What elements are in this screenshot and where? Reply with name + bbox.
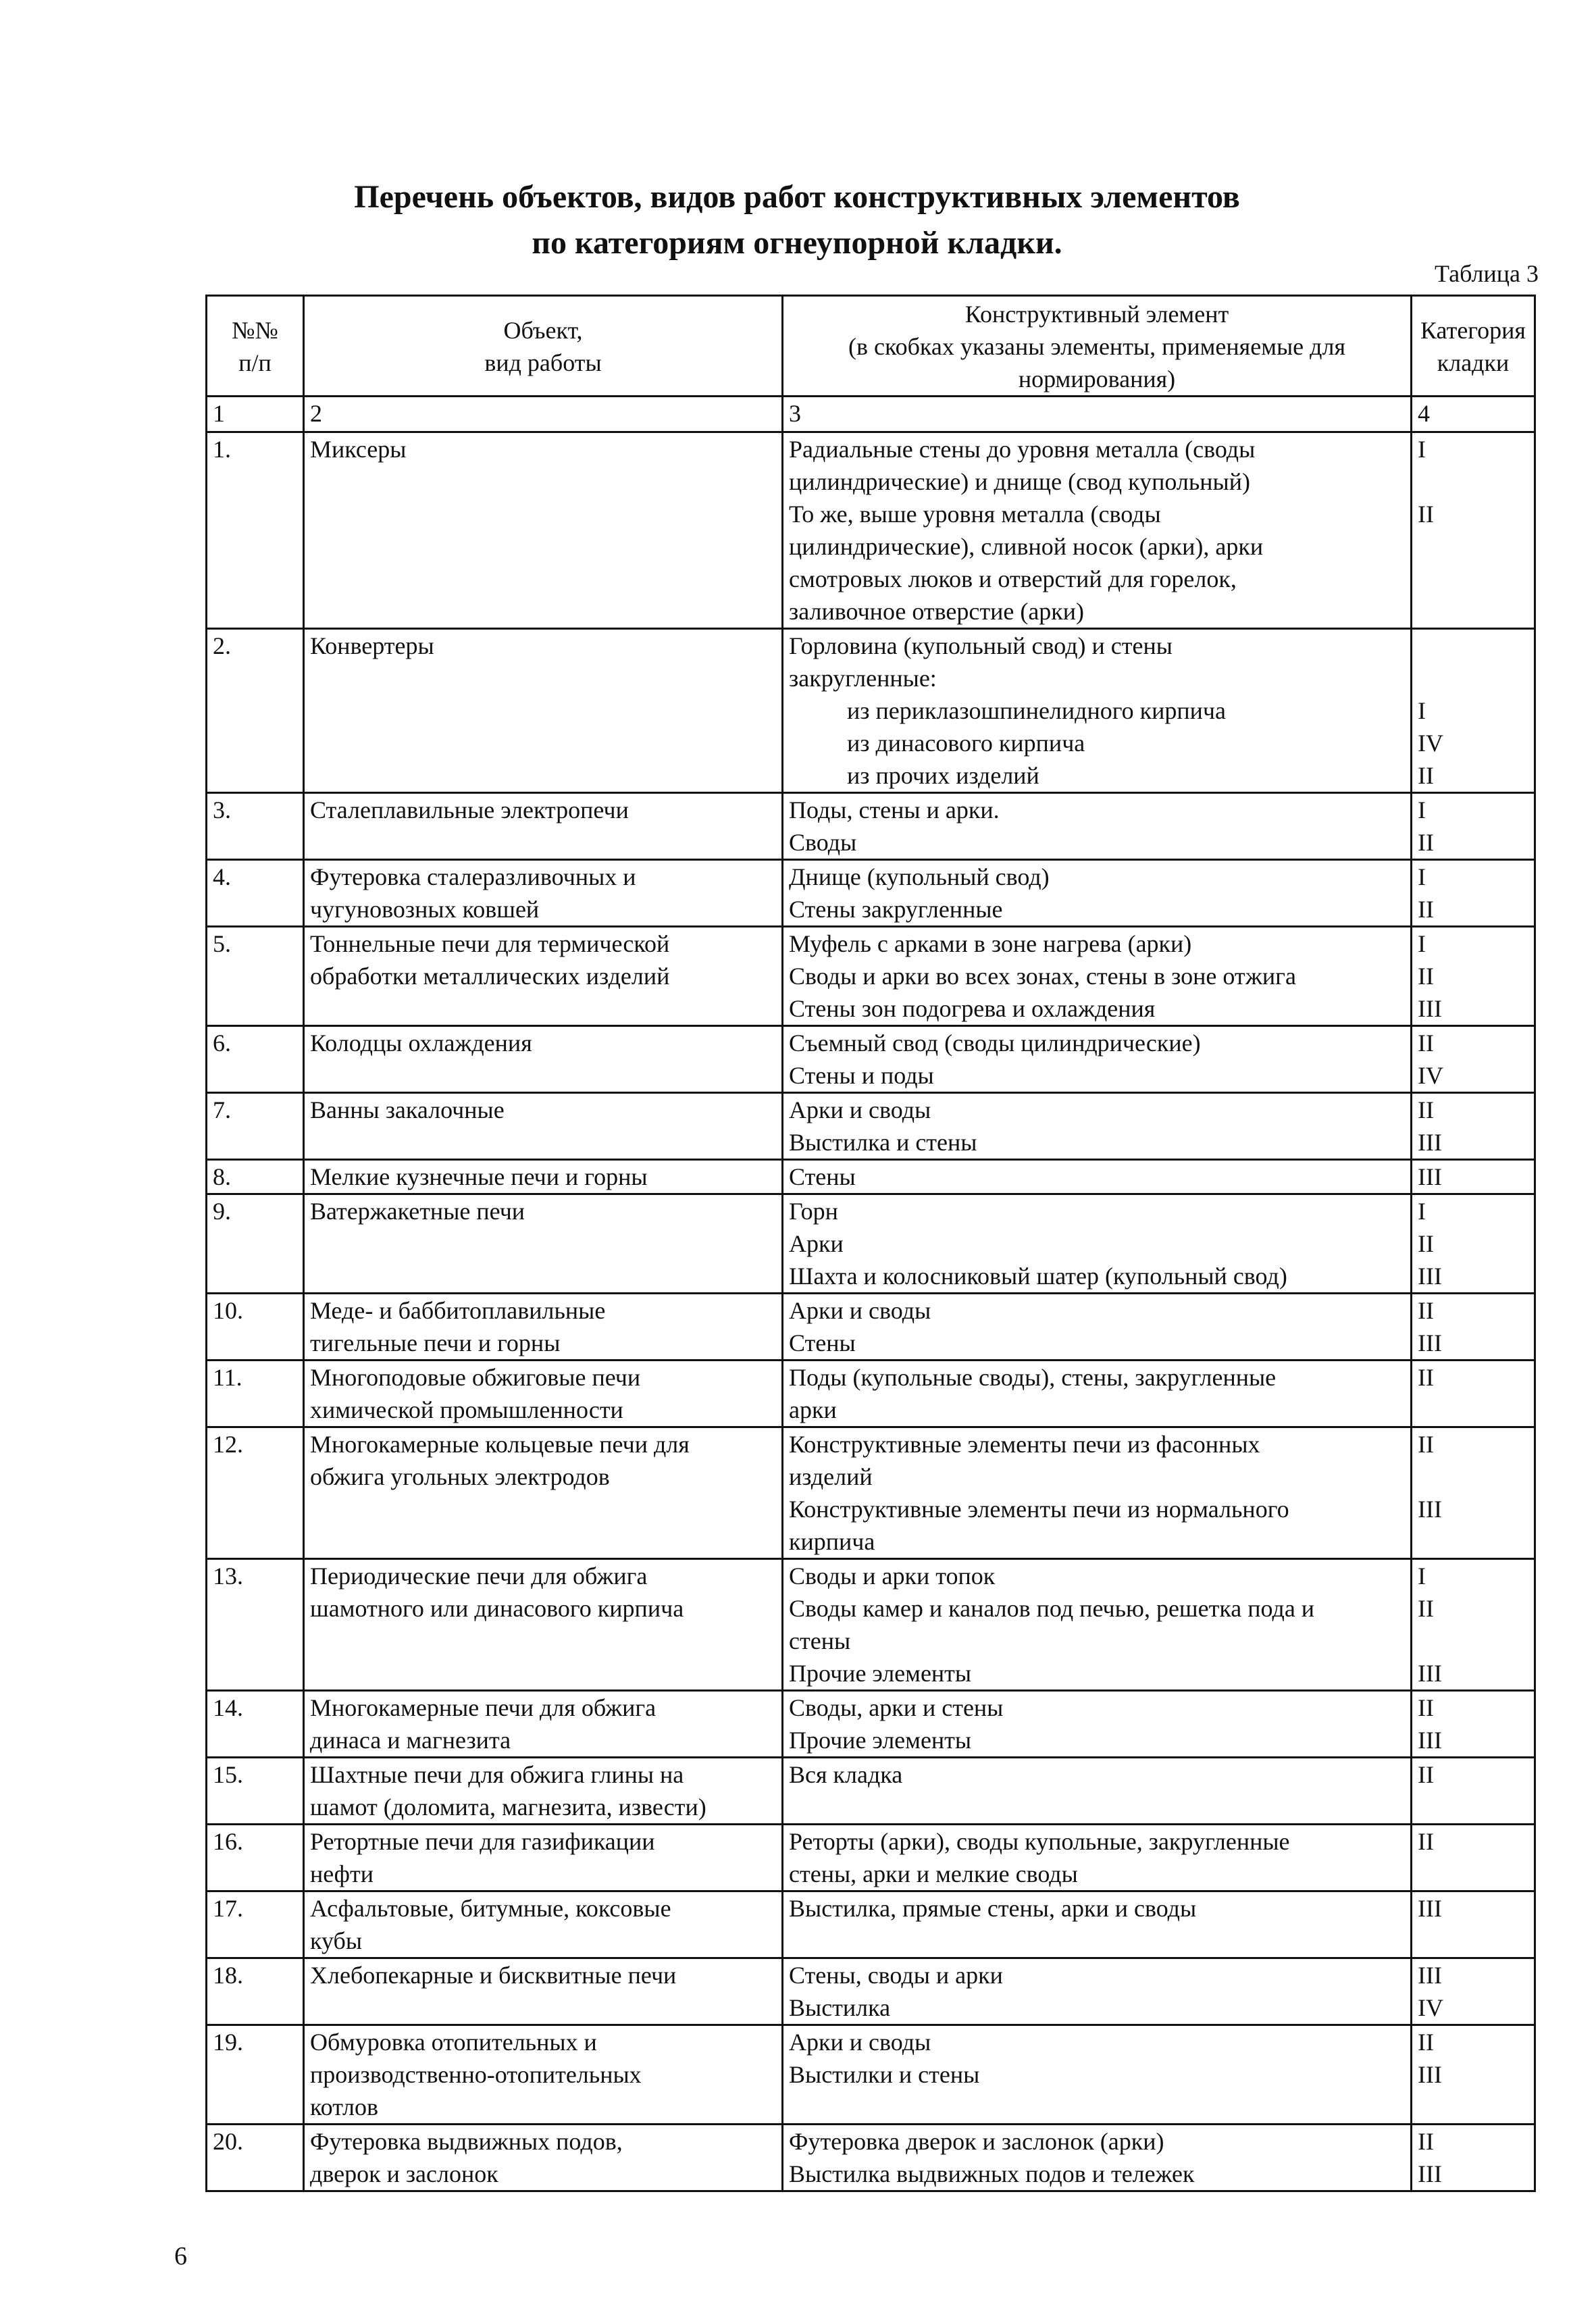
object-cell: [304, 1559, 783, 1691]
row-number: 16.: [207, 1825, 304, 1891]
element-line: стены, арки и мелкие своды: [789, 1860, 1078, 1887]
category-value: II: [1418, 1761, 1434, 1788]
object-line: шамот (доломита, магнезита, извести): [310, 1794, 706, 1821]
object-line: Меде- и баббитоплавильные: [310, 1297, 606, 1324]
object-cell: [304, 1194, 783, 1294]
element-cell: [783, 1958, 1412, 2025]
element-cell: [783, 1294, 1412, 1361]
element-cell: [783, 1758, 1412, 1825]
element-line: Стены закругленные: [789, 896, 1003, 923]
header-object: Объект, вид работы: [304, 296, 783, 397]
header-category: Категория кладки: [1412, 296, 1535, 397]
category-cell: [1412, 1361, 1535, 1427]
category-cell: [1412, 860, 1535, 927]
element-line: Арки и своды: [789, 1297, 931, 1324]
object-line: шамотного или динасового кирпича: [310, 1595, 684, 1622]
category-cell: [1412, 1194, 1535, 1294]
object-line: Конвертеры: [310, 632, 434, 659]
object-line: Многокамерные печи для обжига: [310, 1694, 657, 1721]
element-cell: [783, 1093, 1412, 1160]
table-row: [207, 1026, 1535, 1093]
category-value: [1418, 1625, 1528, 1657]
column-number: 3: [783, 397, 1412, 432]
category-value: II: [1418, 1694, 1434, 1721]
object-line: химической промышленности: [310, 1396, 623, 1423]
element-line: Реторты (арки), своды купольные, закругленные: [789, 1828, 1290, 1855]
category-value: [1418, 1525, 1528, 1558]
category-value: II: [1418, 829, 1434, 856]
row-number: 2.: [207, 629, 304, 793]
category-value: II: [1418, 1431, 1434, 1458]
row-number: 4.: [207, 860, 304, 927]
category-value: [1418, 563, 1528, 595]
element-line: То же, выше уровня металла (своды: [789, 501, 1161, 528]
object-line: котлов: [310, 2093, 378, 2120]
category-cell: [1412, 1026, 1535, 1093]
object-cell: [304, 860, 783, 927]
element-line: цилиндрические), сливной носок (арки), арки: [789, 533, 1264, 560]
category-value: IV: [1418, 1062, 1443, 1089]
category-value: III: [1418, 1263, 1442, 1290]
element-line: закругленные:: [789, 665, 937, 692]
element-line: Своды: [789, 829, 857, 856]
category-cell: [1412, 432, 1535, 629]
object-cell: [304, 927, 783, 1026]
object-line: Обмуровка отопительных и: [310, 2029, 597, 2056]
category-value: II: [1418, 896, 1434, 923]
object-line: Асфальтовые, битумные, коксовые: [310, 1895, 671, 1922]
table-row: [207, 860, 1535, 927]
element-line: Горловина (купольный свод) и стены: [789, 632, 1173, 659]
element-line: Стены зон подогрева и охлаждения: [789, 995, 1156, 1022]
category-value: I: [1418, 863, 1426, 890]
element-line: Стены: [789, 1329, 856, 1356]
object-cell: [304, 1026, 783, 1093]
category-cell: [1412, 1559, 1535, 1691]
element-cell: [783, 1026, 1412, 1093]
row-number: 8.: [207, 1160, 304, 1194]
element-line: смотровых люков и отверстий для горелок,: [789, 565, 1237, 592]
element-line: Арки: [789, 1230, 844, 1257]
category-cell: [1412, 1891, 1535, 1958]
object-line: Периодические печи для обжига: [310, 1562, 648, 1590]
object-line: чугуновозных ковшей: [310, 896, 540, 923]
category-value: I: [1418, 1198, 1426, 1225]
element-line: Своды и арки топок: [789, 1562, 996, 1590]
page-title: [203, 174, 1391, 266]
object-line: Хлебопекарные и бисквитные печи: [310, 1962, 677, 1989]
table-row: [207, 1194, 1535, 1294]
object-cell: [304, 1891, 783, 1958]
object-cell: [304, 1758, 783, 1825]
table-row: [207, 629, 1535, 793]
category-value: [1418, 1858, 1528, 1890]
table-row: [207, 927, 1535, 1026]
category-cell: [1412, 2125, 1535, 2191]
category-value: III: [1418, 995, 1442, 1022]
object-cell: [304, 1361, 783, 1427]
object-line: Ретортные печи для газификации: [310, 1828, 655, 1855]
category-cell: [1412, 1691, 1535, 1758]
element-line: Конструктивные элементы печи из нормального: [789, 1496, 1289, 1523]
category-cell: [1412, 927, 1535, 1026]
category-value: III: [1418, 1727, 1442, 1754]
element-line: Стены: [789, 1163, 856, 1190]
object-cell: [304, 629, 783, 793]
object-line: нефти: [310, 1860, 374, 1887]
object-line: обжига угольных электродов: [310, 1463, 610, 1490]
element-line: Съемный свод (своды цилиндрические): [789, 1030, 1201, 1057]
element-line: Радиальные стены до уровня металла (своды: [789, 436, 1256, 463]
table-row: [207, 1294, 1535, 1361]
table-row: [207, 1691, 1535, 1758]
category-value: II: [1418, 1096, 1434, 1123]
object-cell: [304, 1958, 783, 2025]
object-line: Ванны закалочные: [310, 1096, 505, 1123]
object-line: Тоннельные печи для термической: [310, 930, 670, 957]
category-value: III: [1418, 2061, 1442, 2088]
element-line: Выстилка, прямые стены, арки и своды: [789, 1895, 1197, 1922]
row-number: 9.: [207, 1194, 304, 1294]
category-value: [1418, 1394, 1528, 1426]
category-value: I: [1418, 436, 1426, 463]
object-line: Колодцы охлаждения: [310, 1030, 532, 1057]
category-value: I: [1418, 697, 1426, 724]
element-line: арки: [789, 1396, 837, 1423]
element-line: из периклазошпинелидного кирпича: [847, 697, 1226, 724]
object-cell: [304, 1294, 783, 1361]
element-cell: [783, 1891, 1412, 1958]
category-cell: [1412, 1294, 1535, 1361]
element-cell: [783, 1160, 1412, 1194]
element-line: Футеровка дверок и заслонок (арки): [789, 2128, 1164, 2155]
category-value: [1418, 630, 1528, 662]
object-line: Ватержакетные печи: [310, 1198, 525, 1225]
category-value: III: [1418, 1962, 1442, 1989]
element-line: Арки и своды: [789, 1096, 931, 1123]
category-cell: [1412, 1093, 1535, 1160]
object-line: дверок и заслонок: [310, 2160, 498, 2187]
row-number: 13.: [207, 1559, 304, 1691]
category-value: II: [1418, 963, 1434, 990]
row-number: 5.: [207, 927, 304, 1026]
object-cell: [304, 1691, 783, 1758]
category-cell: [1412, 629, 1535, 793]
category-value: [1418, 465, 1528, 498]
object-cell: [304, 2025, 783, 2125]
element-line: заливочное отверстие (арки): [789, 598, 1085, 625]
header-row: [207, 296, 1535, 397]
object-cell: [304, 2125, 783, 2191]
category-cell: [1412, 1427, 1535, 1559]
object-line: Сталеплавильные электропечи: [310, 796, 629, 823]
object-line: Многоподовые обжиговые печи: [310, 1364, 641, 1391]
row-number: 1.: [207, 432, 304, 629]
element-line: кирпича: [789, 1528, 875, 1555]
row-number: 11.: [207, 1361, 304, 1427]
row-number: 12.: [207, 1427, 304, 1559]
element-line: изделий: [789, 1463, 873, 1490]
element-line: Стены и поды: [789, 1062, 934, 1089]
element-cell: [783, 1691, 1412, 1758]
object-cell: [304, 432, 783, 629]
category-value: IV: [1418, 730, 1443, 757]
row-number: 17.: [207, 1891, 304, 1958]
category-value: II: [1418, 501, 1434, 528]
column-number: 1: [207, 397, 304, 432]
table-row: [207, 2125, 1535, 2191]
object-cell: [304, 1160, 783, 1194]
table-row: [207, 2025, 1535, 2125]
element-line: Конструктивные элементы печи из фасонных: [789, 1431, 1260, 1458]
table-row: [207, 1361, 1535, 1427]
element-line: Прочие элементы: [789, 1660, 972, 1687]
row-number: 7.: [207, 1093, 304, 1160]
row-number: 18.: [207, 1958, 304, 2025]
table-row: [207, 1958, 1535, 2025]
element-line: Выстилка выдвижных подов и тележек: [789, 2160, 1195, 2187]
row-number: 14.: [207, 1691, 304, 1758]
element-line: Муфель с арками в зоне нагрева (арки): [789, 930, 1192, 957]
object-cell: [304, 1093, 783, 1160]
object-line: производственно-отопительных: [310, 2061, 642, 2088]
category-value: II: [1418, 1595, 1434, 1622]
page-number: 6: [174, 2242, 187, 2270]
element-cell: [783, 2025, 1412, 2125]
category-value: II: [1418, 2029, 1434, 2056]
row-number: 6.: [207, 1026, 304, 1093]
category-value: [1418, 530, 1528, 563]
element-cell: [783, 432, 1412, 629]
title-line-1: Перечень объектов, видов работ конструктивных элементов: [354, 179, 1240, 215]
object-cell: [304, 793, 783, 860]
row-number: 3.: [207, 793, 304, 860]
element-line: стены: [789, 1627, 851, 1654]
category-value: [1418, 1460, 1528, 1493]
element-line: Прочие элементы: [789, 1727, 972, 1754]
element-line: из прочих изделий: [847, 762, 1039, 789]
category-value: III: [1418, 1895, 1442, 1922]
category-value: II: [1418, 762, 1434, 789]
table-row: [207, 1891, 1535, 1958]
title-line-2: по категориям огнеупорной кладки.: [532, 225, 1062, 261]
column-number: 4: [1412, 397, 1535, 432]
category-value: [1418, 595, 1528, 628]
object-cell: [304, 1427, 783, 1559]
category-value: I: [1418, 796, 1426, 823]
element-cell: [783, 793, 1412, 860]
row-number: 19.: [207, 2025, 304, 2125]
table-row: [207, 793, 1535, 860]
category-value: III: [1418, 2160, 1442, 2187]
category-value: II: [1418, 1230, 1434, 1257]
element-line: Выстилки и стены: [789, 2061, 980, 2088]
element-line: из динасового кирпича: [847, 730, 1085, 757]
element-line: Своды камер и каналов под печью, решетка пода и: [789, 1595, 1315, 1622]
category-value: I: [1418, 1562, 1426, 1590]
category-value: III: [1418, 1163, 1442, 1190]
element-line: Арки и своды: [789, 2029, 931, 2056]
row-number: 15.: [207, 1758, 304, 1825]
row-number: 20.: [207, 2125, 304, 2191]
object-line: обработки металлических изделий: [310, 963, 670, 990]
category-value: IV: [1418, 1994, 1443, 2021]
element-line: Выстилка и стены: [789, 1129, 977, 1156]
element-cell: [783, 860, 1412, 927]
element-cell: [783, 927, 1412, 1026]
element-line: Поды, стены и арки.: [789, 796, 1000, 823]
element-line: Своды, арки и стены: [789, 1694, 1004, 1721]
table-row: [207, 1758, 1535, 1825]
category-value: III: [1418, 1660, 1442, 1687]
category-value: II: [1418, 1828, 1434, 1855]
category-value: I: [1418, 930, 1426, 957]
element-line: Горн: [789, 1198, 838, 1225]
table-row: [207, 1093, 1535, 1160]
element-line: цилиндрические) и днище (свод купольный): [789, 468, 1250, 495]
element-line: Поды (купольные своды), стены, закругленные: [789, 1364, 1277, 1391]
element-cell: [783, 1825, 1412, 1891]
category-cell: [1412, 1758, 1535, 1825]
category-value: III: [1418, 1129, 1442, 1156]
element-cell: [783, 1559, 1412, 1691]
table-row: [207, 1825, 1535, 1891]
element-line: Днище (купольный свод): [789, 863, 1050, 890]
object-cell: [304, 1825, 783, 1891]
category-cell: [1412, 1958, 1535, 2025]
category-cell: [1412, 2025, 1535, 2125]
table-row: [207, 1559, 1535, 1691]
category-value: II: [1418, 2128, 1434, 2155]
element-cell: [783, 2125, 1412, 2191]
table-row: [207, 1160, 1535, 1194]
element-cell: [783, 1427, 1412, 1559]
category-value: II: [1418, 1030, 1434, 1057]
category-value: III: [1418, 1496, 1442, 1523]
column-number: 2: [304, 397, 783, 432]
element-cell: [783, 1194, 1412, 1294]
element-line: Своды и арки во всех зонах, стены в зоне отжига: [789, 963, 1296, 990]
element-cell: [783, 629, 1412, 793]
row-number: 10.: [207, 1294, 304, 1361]
object-line: динаса и магнезита: [310, 1727, 511, 1754]
table-label: Таблица 3: [1435, 260, 1539, 287]
header-element: Конструктивный элемент (в скобках указаны элементы, применяемые для нормирования): [783, 296, 1412, 397]
category-cell: [1412, 793, 1535, 860]
category-value: III: [1418, 1329, 1442, 1356]
object-line: кубы: [310, 1927, 363, 1954]
categories-table: [205, 295, 1536, 2192]
category-cell: [1412, 1160, 1535, 1194]
column-number-row: [207, 397, 1535, 432]
object-line: Многокамерные кольцевые печи для: [310, 1431, 690, 1458]
category-value: II: [1418, 1297, 1434, 1324]
element-line: Шахта и колосниковый шатер (купольный свод): [789, 1263, 1287, 1290]
table-row: [207, 1427, 1535, 1559]
object-line: Шахтные печи для обжига глины на: [310, 1761, 684, 1788]
category-value: II: [1418, 1364, 1434, 1391]
object-line: Футеровка выдвижных подов,: [310, 2128, 623, 2155]
object-line: Мелкие кузнечные печи и горны: [310, 1163, 648, 1190]
element-line: Стены, своды и арки: [789, 1962, 1003, 1989]
table-body: [207, 432, 1535, 2191]
table-row: [207, 432, 1535, 629]
category-cell: [1412, 1825, 1535, 1891]
object-line: тигельные печи и горны: [310, 1329, 561, 1356]
category-value: [1418, 662, 1528, 694]
header-num: №№ п/п: [207, 296, 304, 397]
object-line: Футеровка сталеразливочных и: [310, 863, 636, 890]
element-line: Выстилка: [789, 1994, 891, 2021]
element-cell: [783, 1361, 1412, 1427]
object-line: Миксеры: [310, 436, 407, 463]
element-line: Вся кладка: [789, 1761, 903, 1788]
